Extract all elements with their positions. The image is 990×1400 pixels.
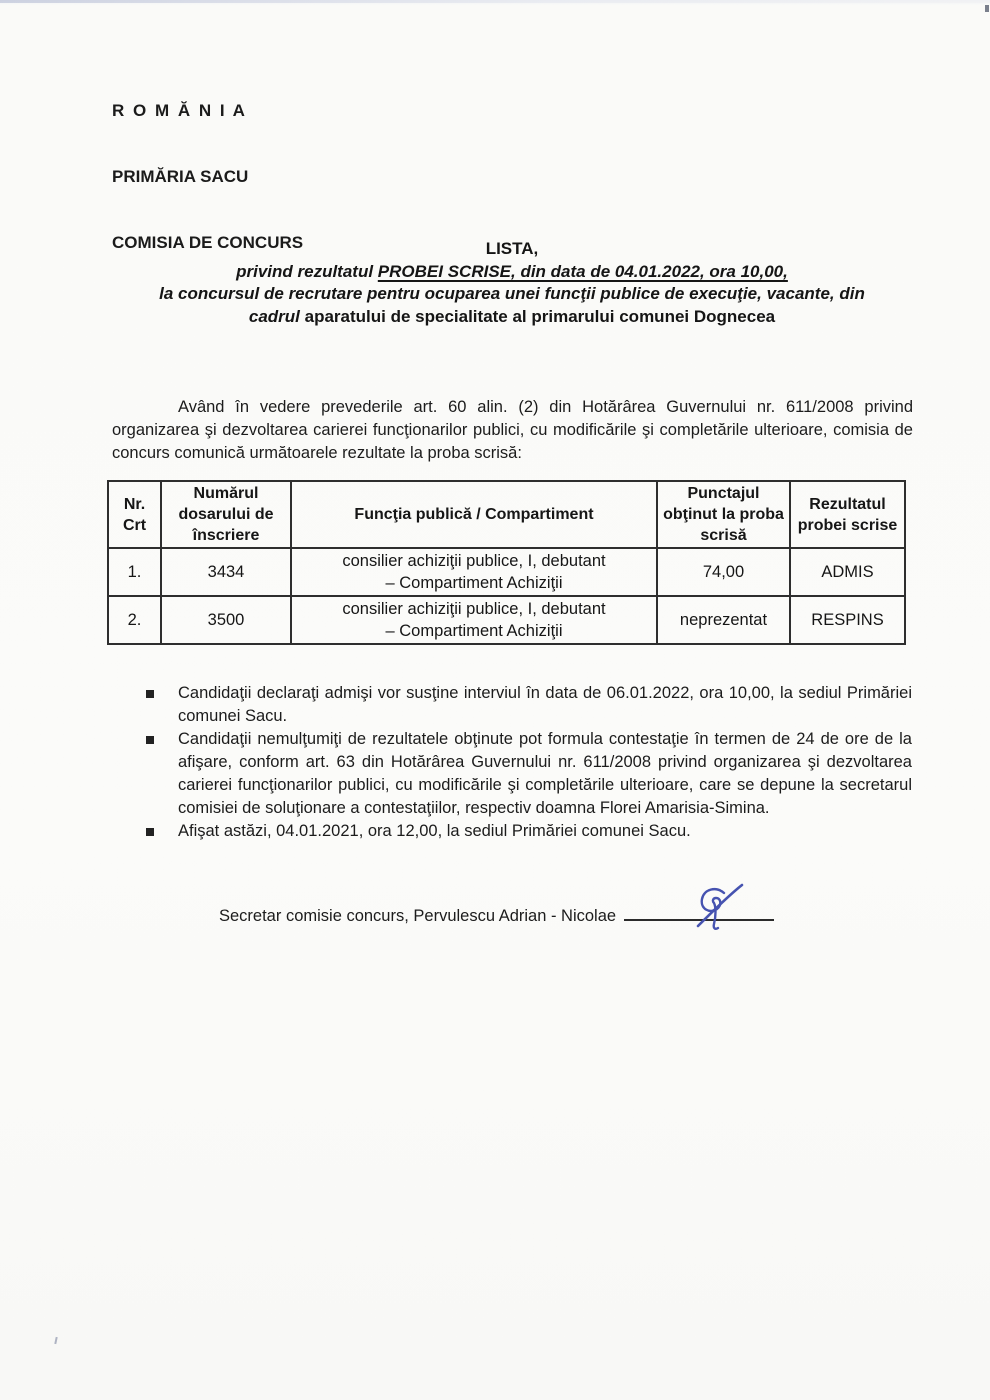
page-title: LISTA, [485, 239, 539, 258]
letterhead-country: R O M Ă N I A [112, 101, 247, 120]
title-subtitle-line3: la concursul de recrutare pentru ocuparea unei funcţii publice de execuţie, vacante, din [159, 284, 865, 303]
title-subtitle-line2 [32, 261, 990, 284]
cell-functie [291, 596, 657, 644]
table-row [108, 596, 905, 644]
cell-punctaj: neprezentat [657, 596, 790, 644]
handwritten-signature-icon [690, 880, 754, 934]
bullet-text: Candidaţii declaraţi admişi vor susţine interviul în data de 06.01.2022, ora 10,00, la sediul Primăriei comunei Sacu. [178, 684, 912, 725]
bullet-square-icon [146, 828, 154, 836]
table-row [108, 548, 905, 596]
cell-functie [291, 548, 657, 596]
scan-speck [54, 1337, 57, 1344]
bullet-text: Afişat astăzi, 04.01.2021, ora 12,00, la sediul Primăriei comunei Sacu. [178, 822, 691, 840]
cell-dosar: 3500 [161, 596, 291, 644]
cell-nr: 1. [108, 548, 161, 596]
scan-speck [985, 5, 989, 12]
results-table-header [108, 481, 905, 548]
col-header-punctaj: Punctajul obţinut la proba scrisă [657, 481, 790, 548]
letterhead-institution: PRIMĂRIA SACU [112, 167, 249, 186]
list-item [146, 682, 912, 728]
cell-functie-line1: consilier achiziţii publice, I, debutant [342, 600, 606, 618]
title-line2-prefix: privind rezultatul [236, 261, 378, 281]
cell-punctaj: 74,00 [657, 548, 790, 596]
cell-functie-line2: – Compartiment Achiziţii [385, 574, 563, 592]
bullet-square-icon [146, 736, 154, 744]
title-subtitle-line4 [32, 306, 990, 329]
list-item [146, 820, 912, 843]
cell-functie-line2: – Compartiment Achiziţii [385, 622, 563, 640]
col-header-functia: Funcţia publică / Compartiment [291, 481, 657, 548]
col-header-numar-dosar: Numărul dosarului de înscriere [161, 481, 291, 548]
bullet-text: Candidaţii nemulţumiţi de rezultatele obţinute pot formula contestaţie în termen de 24 de ore de la afişare, conform art. 63 din Hotărârea Guvernului nr. 611/2008 privind organizarea şi dezvoltarea carierei funcţionarilor publici, cu modificările şi completările ulterioare, care se depune la secretarul comisiei de soluţionare a contestaţiilor, respectiv doamna Florei Amarisia-Simina. [178, 730, 912, 817]
results-table [107, 480, 906, 645]
bullet-square-icon [146, 690, 154, 698]
title-line2-underlined: PROBEI SCRISE, din data de 04.01.2022, ora 10,00, [377, 261, 788, 281]
document-title-block [32, 238, 990, 328]
cell-functie-line1: consilier achiziţii publice, I, debutant [342, 552, 606, 570]
title-line4-rest: aparatului de specialitate al primarului comunei Dognecea [299, 306, 776, 326]
list-item [146, 728, 912, 820]
letterhead-commission: COMISIA DE CONCURS [112, 233, 304, 252]
cell-rezultat: RESPINS [790, 596, 905, 644]
scan-edge-artifact [0, 0, 990, 3]
cell-dosar: 3434 [161, 548, 291, 596]
title-line4-italic: cadrul [248, 306, 300, 326]
cell-nr: 2. [108, 596, 161, 644]
signature-label: Secretar comisie concurs, Pervulescu Adrian - Nicolae [219, 907, 617, 925]
intro-paragraph: Având în vedere prevederile art. 60 alin. (2) din Hotărârea Guvernului nr. 611/2008 privind organizarea şi dezvoltarea carierei funcţionarilor publici, cu modificările şi completările ulterioare, comisia de concurs comunică următoarele rezultate la proba scrisă: [112, 398, 913, 462]
cell-rezultat: ADMIS [790, 548, 905, 596]
notes-bullet-list [146, 682, 912, 843]
col-header-rezultat: Rezultatul probei scrise [790, 481, 905, 548]
col-header-nr-crt: Nr. Crt [108, 481, 161, 548]
